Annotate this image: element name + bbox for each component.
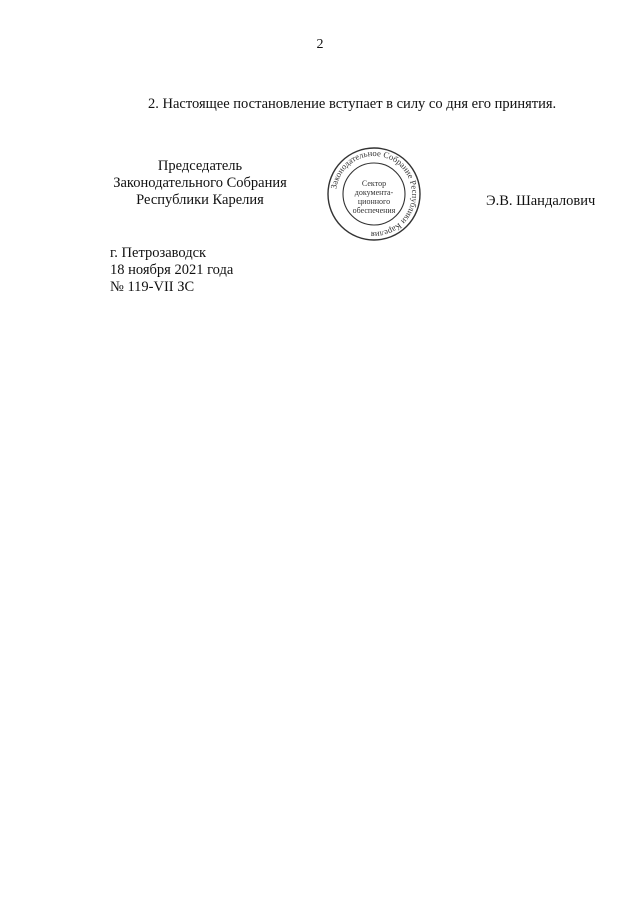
place-date-number-block xyxy=(110,245,233,296)
paragraph-effective-date: 2. Настоящее постановление вступает в силу со дня его принятия. xyxy=(148,96,557,112)
stamp-ring-textpath: Законодательное Собрание Республики Карелия xyxy=(328,147,421,241)
stamp-center-line-2: документа- xyxy=(354,188,394,197)
stamp-center-line-1: Сектор xyxy=(361,179,387,188)
signer-position-line-3: Республики Карелия xyxy=(136,192,264,208)
stamp-center-line-3: ционного xyxy=(357,197,391,206)
date-text: 18 ноября 2021 года xyxy=(110,262,234,278)
signer-name: Э.В. Шандалович xyxy=(486,193,596,209)
place-text: г. Петрозаводск xyxy=(110,245,207,261)
page-number: 2 xyxy=(316,37,324,52)
stamp-graphic xyxy=(326,146,422,242)
signer-position-line-1: Председатель xyxy=(157,158,243,174)
signer-position-line-2: Законодательного Собрания xyxy=(113,175,287,191)
official-stamp xyxy=(326,146,422,242)
signer-position xyxy=(100,158,300,209)
document-number: № 119-VII ЗС xyxy=(110,279,195,295)
stamp-center-line-4: обеспечения xyxy=(352,206,396,215)
